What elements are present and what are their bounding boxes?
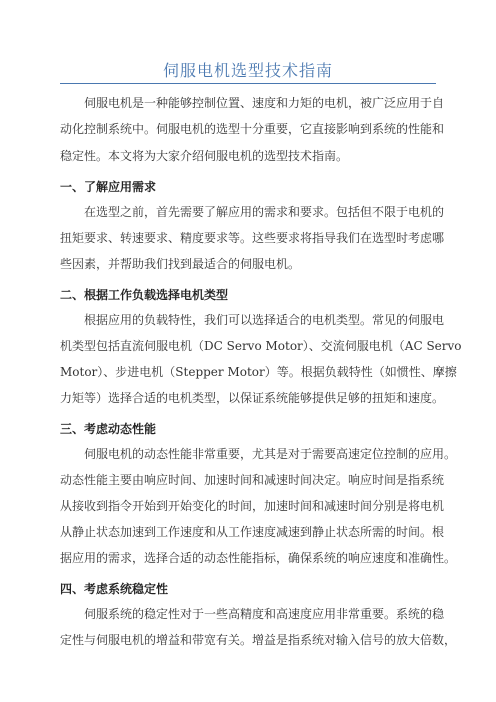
title-underline [60,83,436,84]
section-2-line-1: 根据应用的负载特性，我们可以选择适合的电机类型。常见的伺服电 [84,313,445,327]
document-title: 伺服电机选型技术指南 [162,61,333,80]
section-1-line-3: 些因素，并帮助我们找到最适合的伺服电机。 [60,257,301,271]
section-heading-1: 一、了解应用需求 [60,180,157,194]
section-4-line-2: 定性与伺服电机的增益和带宽有关。增益是指系统对输入信号的放大倍数， [60,633,457,647]
section-3-line-1: 伺服电机的动态性能非常重要，尤其是对于需要高速定位控制的应用。 [84,447,457,461]
section-4-line-1: 伺服系统的稳定性对于一些高精度和高速度应用非常重要。系统的稳 [84,607,445,621]
section-heading-4: 四、考虑系统稳定性 [60,582,169,596]
intro-line-1: 伺服电机是一种能够控制位置、速度和力矩的电机，被广泛应用于自 [84,96,445,110]
section-3-line-2: 动态性能主要由响应时间、加速时间和减速时间决定。响应时间是指系统 [60,473,445,487]
section-2-line-4: 力矩等）选择合适的电机类型，以保证系统能够提供足够的扭矩和速度。 [60,391,445,405]
section-3-line-3: 从接收到指令开始到开始变化的时间，加速时间和减速时间分别是将电机 [60,499,445,513]
section-2-line-2: 机类型包括直流伺服电机（DC Servo Motor）、交流伺服电机（AC Servo [60,339,462,353]
section-heading-3: 三、考虑动态性能 [60,422,157,436]
section-3-line-5: 据应用的需求，选择合适的动态性能指标，确保系统的响应速度和准确性。 [60,551,457,565]
intro-line-2: 动化控制系统中。伺服电机的选型十分重要，它直接影响到系统的性能和 [60,122,445,136]
section-3-line-4: 从静止状态加速到工作速度和从工作速度减速到静止状态所需的时间。根 [60,525,445,539]
section-1-line-1: 在选型之前，首先需要了解应用的需求和要求。包括但不限于电机的 [84,205,445,219]
intro-line-3: 稳定性。本文将为大家介绍伺服电机的选型技术指南。 [60,149,349,163]
section-heading-2: 二、根据工作负载选择电机类型 [60,288,229,302]
section-2-line-3: Motor）、步进电机（Stepper Motor）等。根据负载特性（如惯性、摩擦 [60,365,457,379]
section-1-line-2: 扭矩要求、转速要求、精度要求等。这些要求将指导我们在选型时考虑哪 [60,231,445,245]
